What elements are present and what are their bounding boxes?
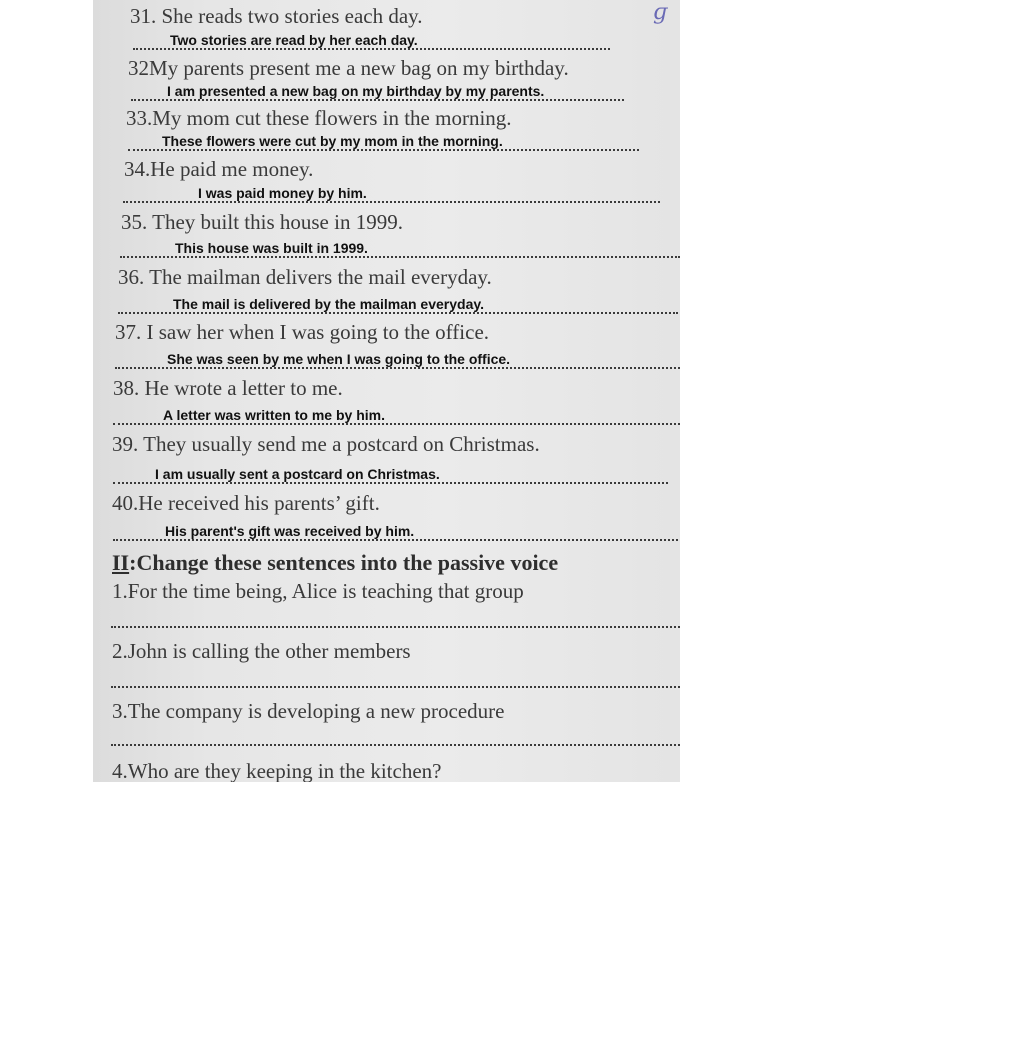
- question-36: 36. The mailman delivers the mail everyday.: [118, 265, 492, 289]
- answer-line-37: [115, 349, 680, 369]
- answer-line-38: [113, 405, 680, 425]
- question-40: 40.He received his parents’ gift.: [112, 491, 380, 515]
- answer-37: She was seen by me when I was going to the office.: [167, 351, 511, 367]
- answer-line-39: [113, 464, 668, 484]
- question-34: 34.He paid me money.: [124, 157, 314, 181]
- question-32: 32My parents present me a new bag on my birthday.: [128, 56, 569, 80]
- section-2-question-2: 2.John is calling the other members: [112, 639, 411, 663]
- answer-line-34: [123, 183, 660, 203]
- answer-32: I am presented a new bag on my birthday by my parents.: [167, 83, 545, 99]
- section-2-heading: [112, 550, 558, 576]
- answer-line-32: [131, 81, 624, 101]
- section-2-question-3: 3.The company is developing a new procedure: [112, 699, 505, 723]
- question-33: 33.My mom cut these flowers in the morning.: [126, 106, 512, 130]
- question-37: 37. I saw her when I was going to the office.: [115, 320, 490, 344]
- pen-mark-icon: ɡ: [653, 0, 668, 25]
- question-31: 31. She reads two stories each day.: [130, 4, 423, 28]
- answer-39: I am usually sent a postcard on Christmas.: [155, 466, 440, 482]
- answer-40: His parent's gift was received by him.: [165, 523, 415, 539]
- section-2-blank-2: [111, 684, 680, 688]
- answer-31: Two stories are read by her each day.: [170, 32, 418, 48]
- answer-34: I was paid money by him.: [198, 185, 367, 201]
- section-2-blank-3: [111, 742, 680, 746]
- answer-line-36: [118, 294, 678, 314]
- worksheet-photo: [93, 0, 680, 782]
- answer-line-40: [113, 521, 678, 541]
- section-2-number: II: [112, 550, 130, 575]
- answer-35: This house was built in 1999.: [175, 240, 368, 256]
- section-2-question-1: 1.For the time being, Alice is teaching that group: [112, 579, 524, 603]
- answer-line-31: [133, 30, 610, 50]
- answer-line-35: [120, 238, 680, 258]
- answer-line-33: [128, 131, 639, 151]
- answer-36: The mail is delivered by the mailman everyday.: [173, 296, 484, 312]
- section-2-title: :Change these sentences into the passive voice: [129, 550, 559, 575]
- answer-33: These flowers were cut by my mom in the morning.: [162, 133, 503, 149]
- section-2-question-4: 4.Who are they keeping in the kitchen?: [112, 759, 442, 782]
- question-39: 39. They usually send me a postcard on Christmas.: [112, 432, 540, 456]
- answer-38: A letter was written to me by him.: [163, 407, 385, 423]
- question-35: 35. They built this house in 1999.: [121, 210, 403, 234]
- section-2-blank-1: [111, 624, 680, 628]
- question-38: 38. He wrote a letter to me.: [113, 376, 343, 400]
